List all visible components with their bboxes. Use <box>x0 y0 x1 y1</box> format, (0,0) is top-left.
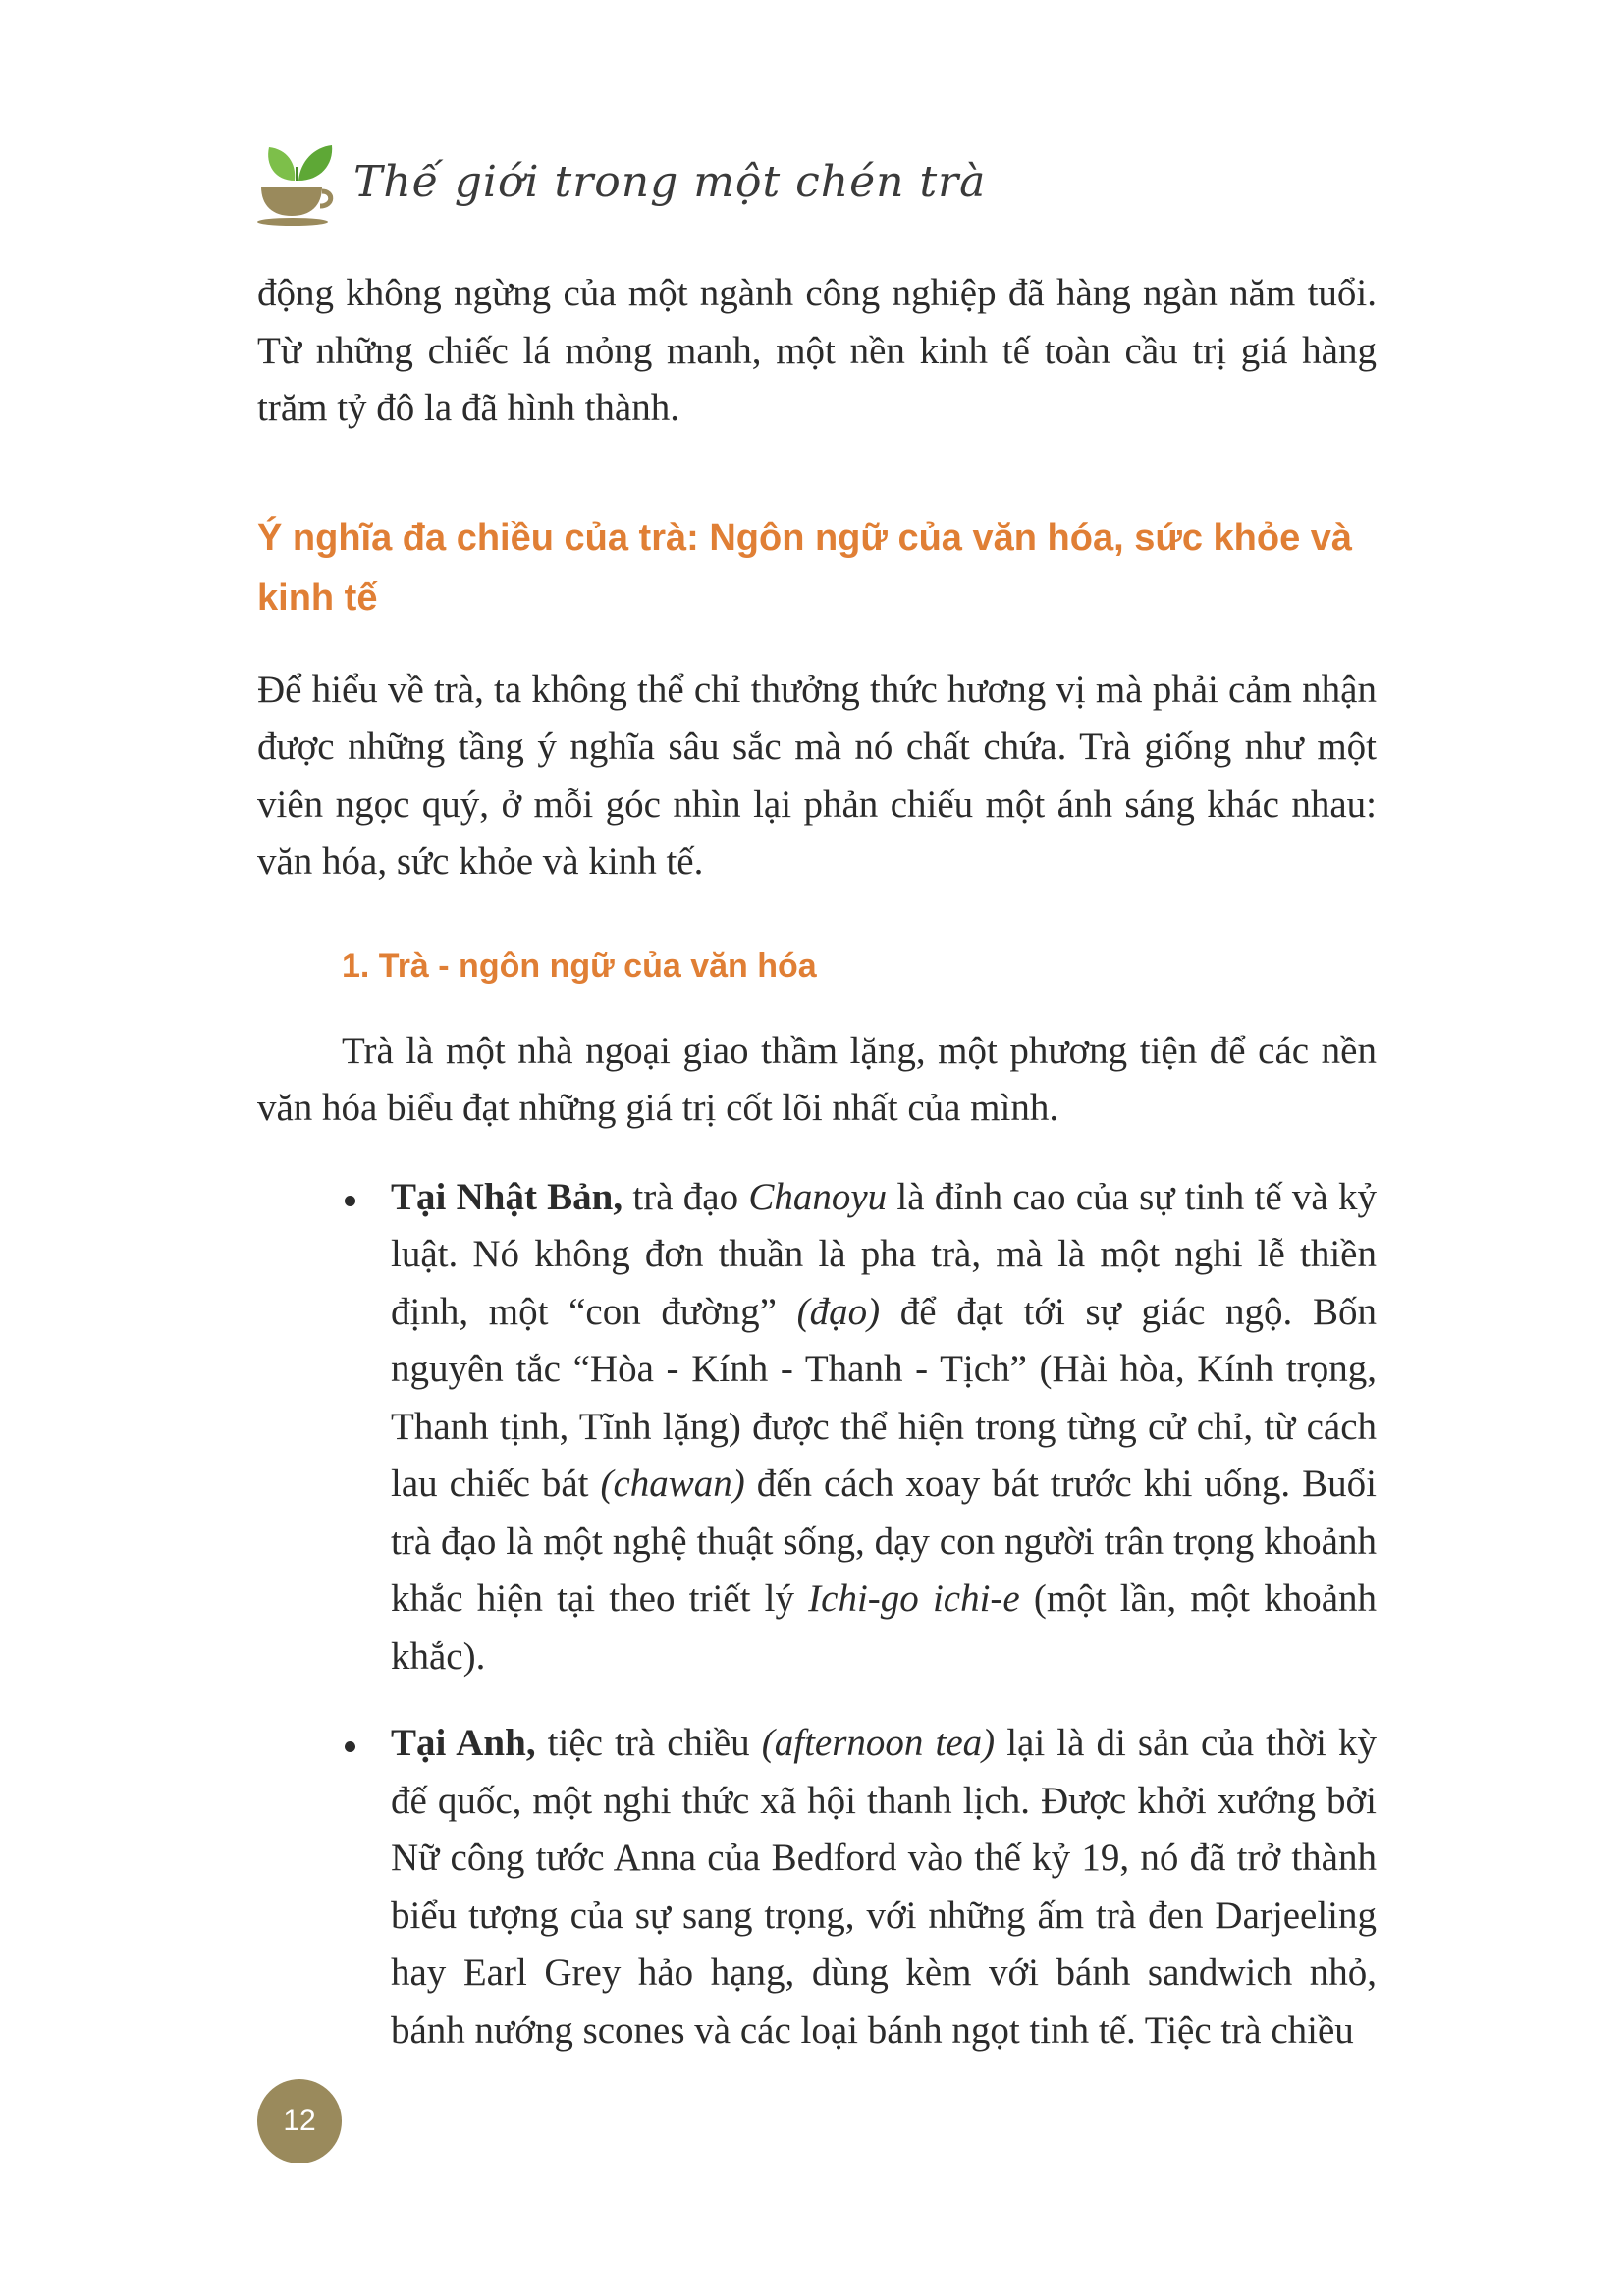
italic-term: (đạo) <box>796 1290 881 1333</box>
bullet-dot-icon <box>345 1196 355 1206</box>
bullet-text: trà đạo <box>623 1175 749 1218</box>
italic-term: Chanoyu <box>748 1175 888 1218</box>
italic-term: (chawan) <box>600 1463 745 1505</box>
bullet-text: đến cách xoay bát trước khi uống. Buổi trà đạo là một nghệ thuật sống, dạy con người trân trọng khoảnh khắc hiện tại theo triết lý <box>391 1463 1377 1620</box>
bullet-text: lại là di sản của thời kỳ đế quốc, một nghi thức xã hội thanh lịch. Được khởi xướng bởi Nữ công tước Anna của Bedford vào thế kỷ 19, nó đã trở thành biểu tượng của sự sang trọng, với những ấm trà đen Darjeeling hay Earl Grey hảo hạng, dùng kèm với bánh sandwich nhỏ, bánh nướng scones và các loại bánh ngọt tinh tế. Tiệc trà chiều <box>391 1722 1378 2052</box>
section-heading: Ý nghĩa đa chiều của trà: Ngôn ngữ của văn hóa, sức khỏe và kinh tế <box>257 516 1353 618</box>
page-number-badge: 12 <box>257 2079 342 2163</box>
running-header <box>257 137 1141 226</box>
bullet-text: tiệc trà chiều <box>535 1722 762 1764</box>
bullet-lead: Tại Nhật Bản, <box>391 1175 623 1218</box>
intro-paragraph: động không ngừng của một ngành công nghiệp đã hàng ngàn năm tuổi. Từ những chiếc lá mỏng manh, một nền kinh tế toàn cầu trị giá hàng trăm tỷ đô la đã hình thành. <box>257 272 1377 429</box>
page-content <box>257 265 1377 2089</box>
book-title: Thế giới trong một chén trà <box>353 157 987 207</box>
bullet-england <box>257 1715 1377 2059</box>
bullet-list <box>257 1169 1377 2060</box>
italic-term: Ichi-go ichi-e <box>808 1577 1020 1620</box>
bullet-text: (một lần, một khoảnh khắc). <box>391 1577 1378 1678</box>
bullet-text: là đỉnh cao của sự tinh tế và kỷ luật. Nó không đơn thuần là pha trà, mà là một nghi lễ thiền định, một “con đường” <box>391 1175 1377 1333</box>
bullet-dot-icon <box>345 1741 355 1752</box>
italic-term: (afternoon tea) <box>761 1722 996 1764</box>
subsection-paragraph: Trà là một nhà ngoại giao thầm lặng, một phương tiện để các nền văn hóa biểu đạt những giá trị cốt lõi nhất của mình. <box>257 1029 1377 1129</box>
bullet-text: để đạt tới sự giác ngộ. Bốn nguyên tắc “Hòa - Kính - Thanh - Tịch” (Hài hòa, Kính trọng, Thanh tịnh, Tĩnh lặng) được thể hiện trong từng cử chỉ, từ cách lau chiếc bát <box>391 1290 1377 1505</box>
tea-cup-leaf-icon <box>257 137 336 226</box>
section-paragraph: Để hiểu về trà, ta không thể chỉ thưởng thức hương vị mà phải cảm nhận được những tầng ý nghĩa sâu sắc mà nó chất chứa. Trà giống như một viên ngọc quý, ở mỗi góc nhìn lại phản chiếu một ánh sáng khác nhau: văn hóa, sức khỏe và kinh tế. <box>257 667 1377 882</box>
subsection-heading: 1. Trà - ngôn ngữ của văn hóa <box>342 946 817 985</box>
bullet-japan <box>257 1169 1377 1686</box>
bullet-lead: Tại Anh, <box>391 1722 536 1764</box>
